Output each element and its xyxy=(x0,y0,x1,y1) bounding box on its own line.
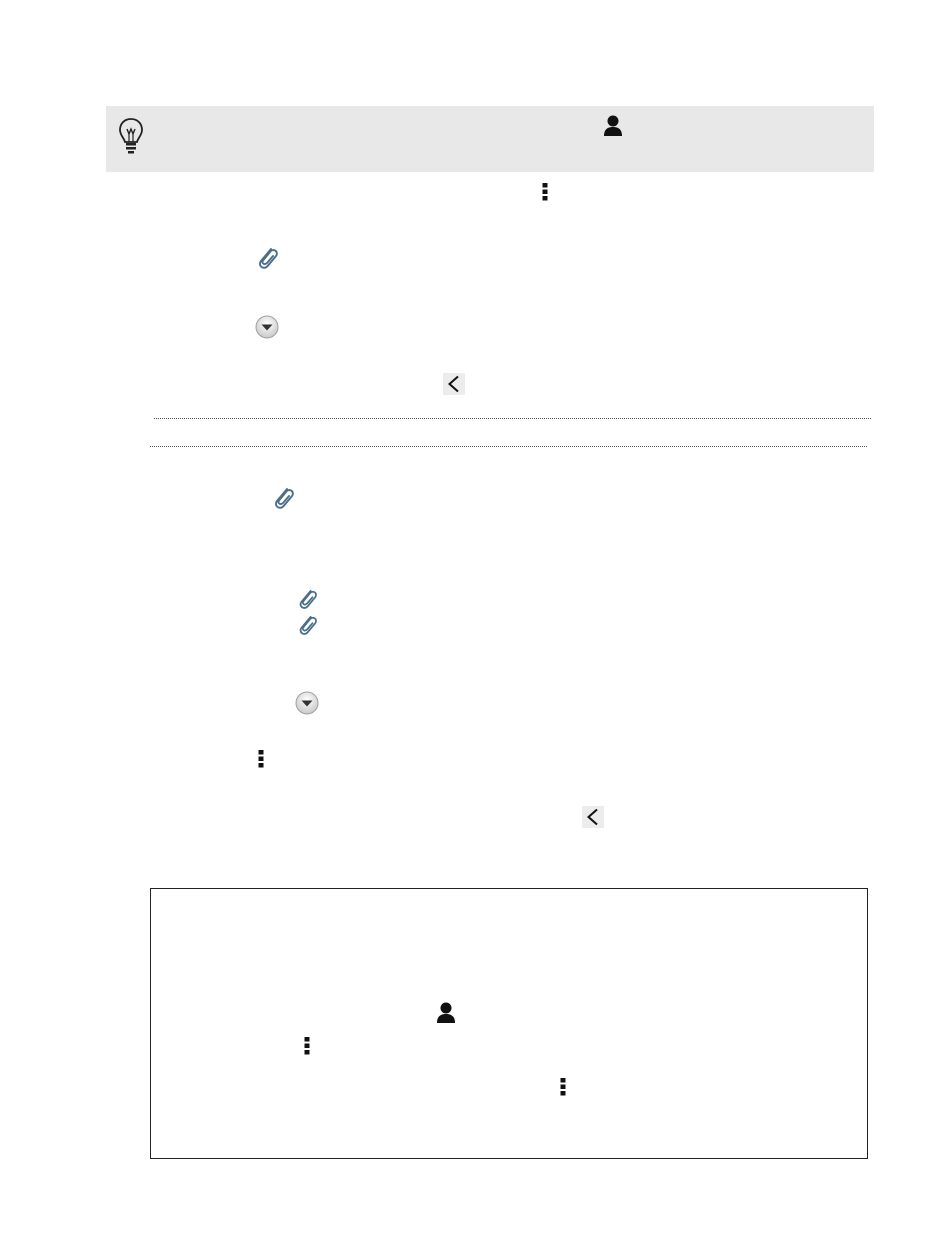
back-chevron-icon xyxy=(443,373,465,395)
expand-down-circle-icon xyxy=(295,691,319,715)
paperclip-icon xyxy=(296,613,318,637)
section-separator-bottom xyxy=(150,446,867,447)
tip-band xyxy=(106,106,874,172)
paperclip-icon xyxy=(296,587,318,611)
more-vertical-icon xyxy=(304,1037,310,1055)
person-icon xyxy=(603,115,623,137)
back-chevron-icon xyxy=(582,806,604,828)
more-vertical-icon xyxy=(560,1078,566,1096)
lightbulb-icon xyxy=(117,117,145,155)
note-box xyxy=(150,888,868,1159)
paperclip-icon xyxy=(255,245,279,271)
more-vertical-icon xyxy=(542,183,548,201)
expand-down-circle-icon xyxy=(255,315,279,339)
person-icon xyxy=(436,1002,456,1024)
more-vertical-icon xyxy=(258,750,264,768)
section-separator-top xyxy=(154,418,871,419)
paperclip-icon xyxy=(271,485,295,511)
